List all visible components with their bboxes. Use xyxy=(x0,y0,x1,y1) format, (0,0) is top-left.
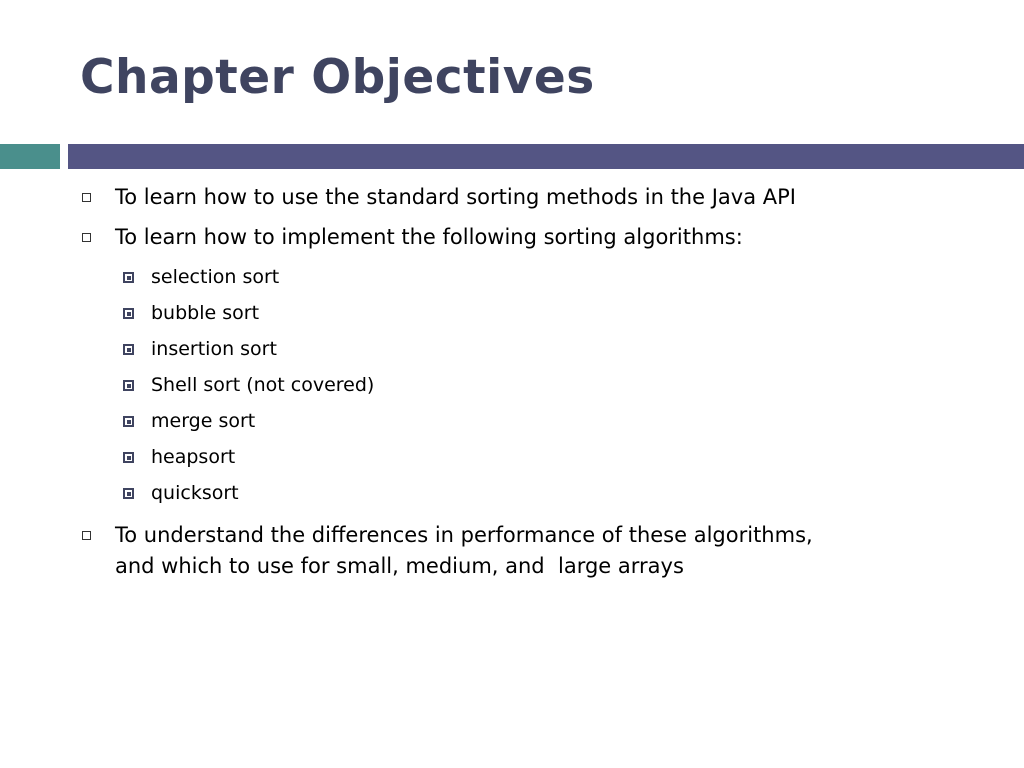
algorithm-item xyxy=(80,439,980,475)
algorithm-list xyxy=(80,259,980,511)
objective-item xyxy=(80,222,980,252)
filled-square-bullet-icon xyxy=(123,380,134,391)
algorithm-item xyxy=(80,475,980,511)
filled-square-bullet-icon xyxy=(123,452,134,463)
objective-item xyxy=(80,182,980,212)
algorithm-name: selection sort xyxy=(151,266,280,288)
objective-text: To learn how to use the standard sorting methods in the Java API xyxy=(115,185,796,209)
algorithm-name: heapsort xyxy=(151,446,236,468)
algorithm-name: quicksort xyxy=(151,482,239,504)
objective-text: To learn how to implement the following sorting algorithms: xyxy=(115,225,743,249)
slide-title: Chapter Objectives xyxy=(80,50,595,105)
algorithm-item xyxy=(80,259,980,295)
algorithm-name: merge sort xyxy=(151,410,256,432)
accent-bar-teal xyxy=(0,144,60,169)
hollow-square-bullet-icon xyxy=(82,233,91,242)
hollow-square-bullet-icon xyxy=(82,193,91,202)
objectives-list xyxy=(80,182,980,592)
hollow-square-bullet-icon xyxy=(82,531,91,540)
algorithm-name: Shell sort (not covered) xyxy=(151,374,375,396)
algorithm-name: bubble sort xyxy=(151,302,260,324)
algorithm-name: insertion sort xyxy=(151,338,277,360)
filled-square-bullet-icon xyxy=(123,416,134,427)
algorithm-item xyxy=(80,295,980,331)
objective-item xyxy=(80,520,980,582)
filled-square-bullet-icon xyxy=(123,308,134,319)
algorithm-item xyxy=(80,403,980,439)
algorithm-item xyxy=(80,331,980,367)
algorithm-item xyxy=(80,367,980,403)
objective-text-line2: and which to use for small, medium, and large arrays xyxy=(115,554,684,578)
objective-text-line1: To understand the differences in performance of these algorithms, xyxy=(115,523,813,547)
filled-square-bullet-icon xyxy=(123,488,134,499)
filled-square-bullet-icon xyxy=(123,272,134,283)
filled-square-bullet-icon xyxy=(123,344,134,355)
accent-bar-purple xyxy=(68,144,1024,169)
